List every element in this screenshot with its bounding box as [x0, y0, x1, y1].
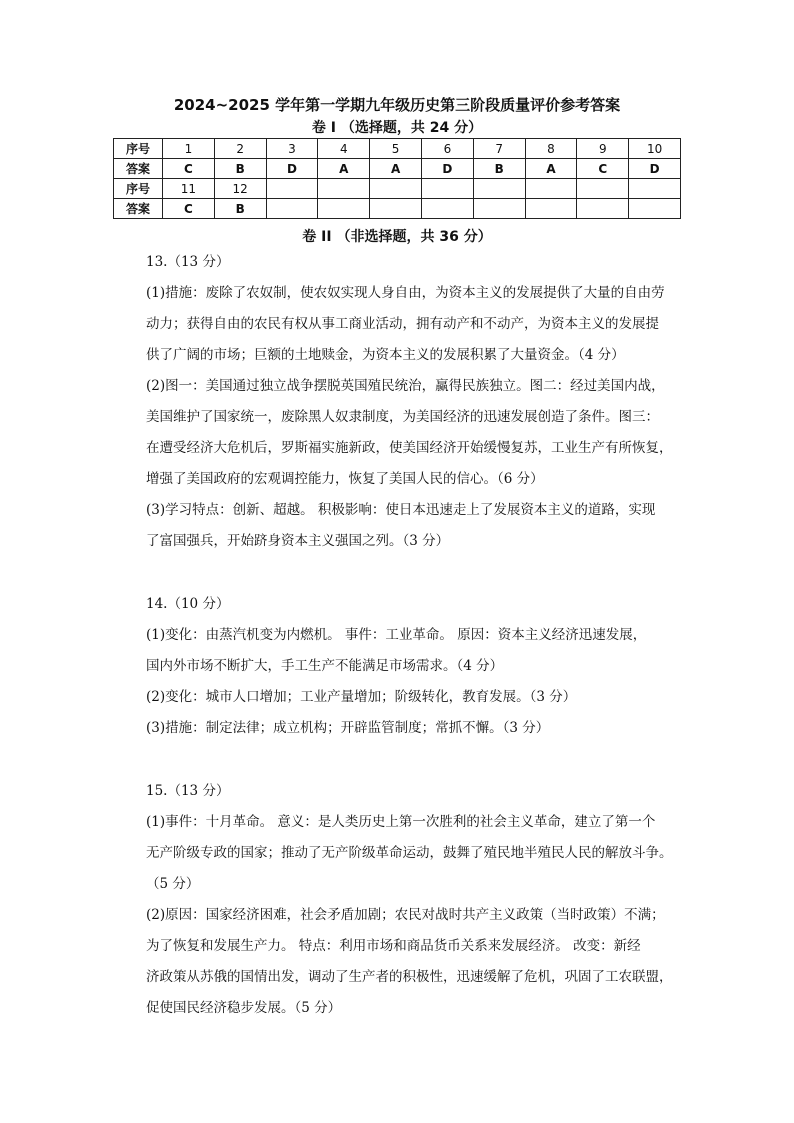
answer-cell [370, 199, 422, 219]
answer-line: 了富国强兵，开始跻身资本主义强国之列。（3 分） [146, 533, 450, 549]
question-15 [146, 776, 706, 1024]
answer-line: (2)原因：国家经济困难，社会矛盾加剧；农民对战时共产主义政策（当时政策）不满； [146, 907, 665, 923]
answer-cell: D [266, 159, 318, 179]
table-row [114, 159, 681, 179]
table-cell: 8 [525, 139, 577, 159]
table-cell: 5 [370, 139, 422, 159]
answer-table [113, 138, 681, 219]
table-row [114, 139, 681, 159]
answer-line: (3)措施：制定法律；成立机构；开辟监管制度；常抓不懈。（3 分） [146, 720, 550, 736]
answer-cell [577, 199, 629, 219]
answer-cell [318, 199, 370, 219]
answer-cell: D [629, 159, 681, 179]
question-14 [146, 589, 706, 744]
table-cell: 11 [163, 179, 215, 199]
answer-line: (2)图一：美国通过独立战争摆脱英国殖民统治，赢得民族独立。图二：经过美国内战， [146, 378, 665, 394]
table-cell [318, 179, 370, 199]
answer-cell: B [214, 159, 266, 179]
section-heading-nonchoice: 卷 II （非选择题，共 36 分） [302, 229, 492, 245]
question-heading: 13.（13 分） [146, 254, 230, 270]
answer-line: (1)措施：废除了农奴制，使农奴实现人身自由，为资本主义的发展提供了大量的自由劳 [146, 285, 665, 301]
answer-line: (3)学习特点：创新、超越。 积极影响：使日本迅速走上了发展资本主义的道路，实现 [146, 502, 656, 518]
answer-cell [473, 199, 525, 219]
answer-line: 国内外市场不断扩大，手工生产不能满足市场需求。（4 分） [146, 658, 504, 674]
table-cell: 4 [318, 139, 370, 159]
answer-cell [421, 199, 473, 219]
question-heading: 15.（13 分） [146, 783, 230, 799]
answer-cell: B [473, 159, 525, 179]
answer-cell: C [163, 159, 215, 179]
answer-cell: A [525, 159, 577, 179]
answer-line: 增强了美国政府的宏观调控能力，恢复了美国人民的信心。（6 分） [146, 471, 544, 487]
answer-line: 为了恢复和发展生产力。 特点：利用市场和商品货币关系来发展经济。 改变：新经 [146, 938, 641, 954]
question-13 [146, 247, 706, 557]
table-cell: 6 [421, 139, 473, 159]
table-cell [370, 179, 422, 199]
page-title: 2024~2025 学年第一学期九年级历史第三阶段质量评价参考答案 [173, 96, 621, 114]
answer-line: 促使国民经济稳步发展。（5 分） [146, 1000, 342, 1016]
answer-line: (1)变化：由蒸汽机变为内燃机。 事件：工业革命。 原因：资本主义经济迅速发展， [146, 627, 647, 643]
row-header: 答案 [114, 159, 163, 179]
table-cell: 7 [473, 139, 525, 159]
answer-line: 动力；获得自由的农民有权从事工商业活动，拥有动产和不动产，为资本主义的发展提 [146, 316, 659, 332]
table-cell: 12 [214, 179, 266, 199]
table-cell [473, 179, 525, 199]
answer-cell: C [577, 159, 629, 179]
answer-line: (2)变化：城市人口增加；工业产量增加；阶级转化，教育发展。（3 分） [146, 689, 577, 705]
answer-cell: D [421, 159, 473, 179]
table-cell [421, 179, 473, 199]
answer-line: (1)事件：十月革命。 意义：是人类历史上第一次胜利的社会主义革命，建立了第一个 [146, 814, 656, 830]
table-cell: 1 [163, 139, 215, 159]
answer-cell: C [163, 199, 215, 219]
row-header: 答案 [114, 199, 163, 219]
answer-cell: A [370, 159, 422, 179]
answer-cell [525, 199, 577, 219]
answer-line: （5 分） [146, 876, 200, 892]
table-cell: 3 [266, 139, 318, 159]
answer-line: 在遭受经济大危机后，罗斯福实施新政，使美国经济开始缓慢复苏，工业生产有所恢复， [146, 440, 673, 456]
table-cell: 2 [214, 139, 266, 159]
table-cell: 10 [629, 139, 681, 159]
row-header: 序号 [114, 139, 163, 159]
section-heading-choice: 卷 I （选择题，共 24 分） [311, 120, 483, 136]
question-heading: 14.（10 分） [146, 596, 230, 612]
answer-cell: B [214, 199, 266, 219]
table-cell [266, 179, 318, 199]
answer-cell [266, 199, 318, 219]
table-cell: 9 [577, 139, 629, 159]
table-row [114, 199, 681, 219]
table-row [114, 179, 681, 199]
table-cell [629, 179, 681, 199]
table-cell [525, 179, 577, 199]
answer-line: 济政策从苏俄的国情出发，调动了生产者的积极性，迅速缓解了危机，巩固了工农联盟， [146, 969, 673, 985]
answer-line: 无产阶级专政的国家；推动了无产阶级革命运动，鼓舞了殖民地半殖民人民的解放斗争。 [146, 845, 673, 861]
answer-line: 美国维护了国家统一，废除黑人奴隶制度，为美国经济的迅速发展创造了条件。图三： [146, 409, 659, 425]
table-cell [577, 179, 629, 199]
row-header: 序号 [114, 179, 163, 199]
answer-cell [629, 199, 681, 219]
answer-cell: A [318, 159, 370, 179]
answer-line: 供了广阔的市场；巨额的土地赎金，为资本主义的发展积累了大量资金。（4 分） [146, 347, 625, 363]
